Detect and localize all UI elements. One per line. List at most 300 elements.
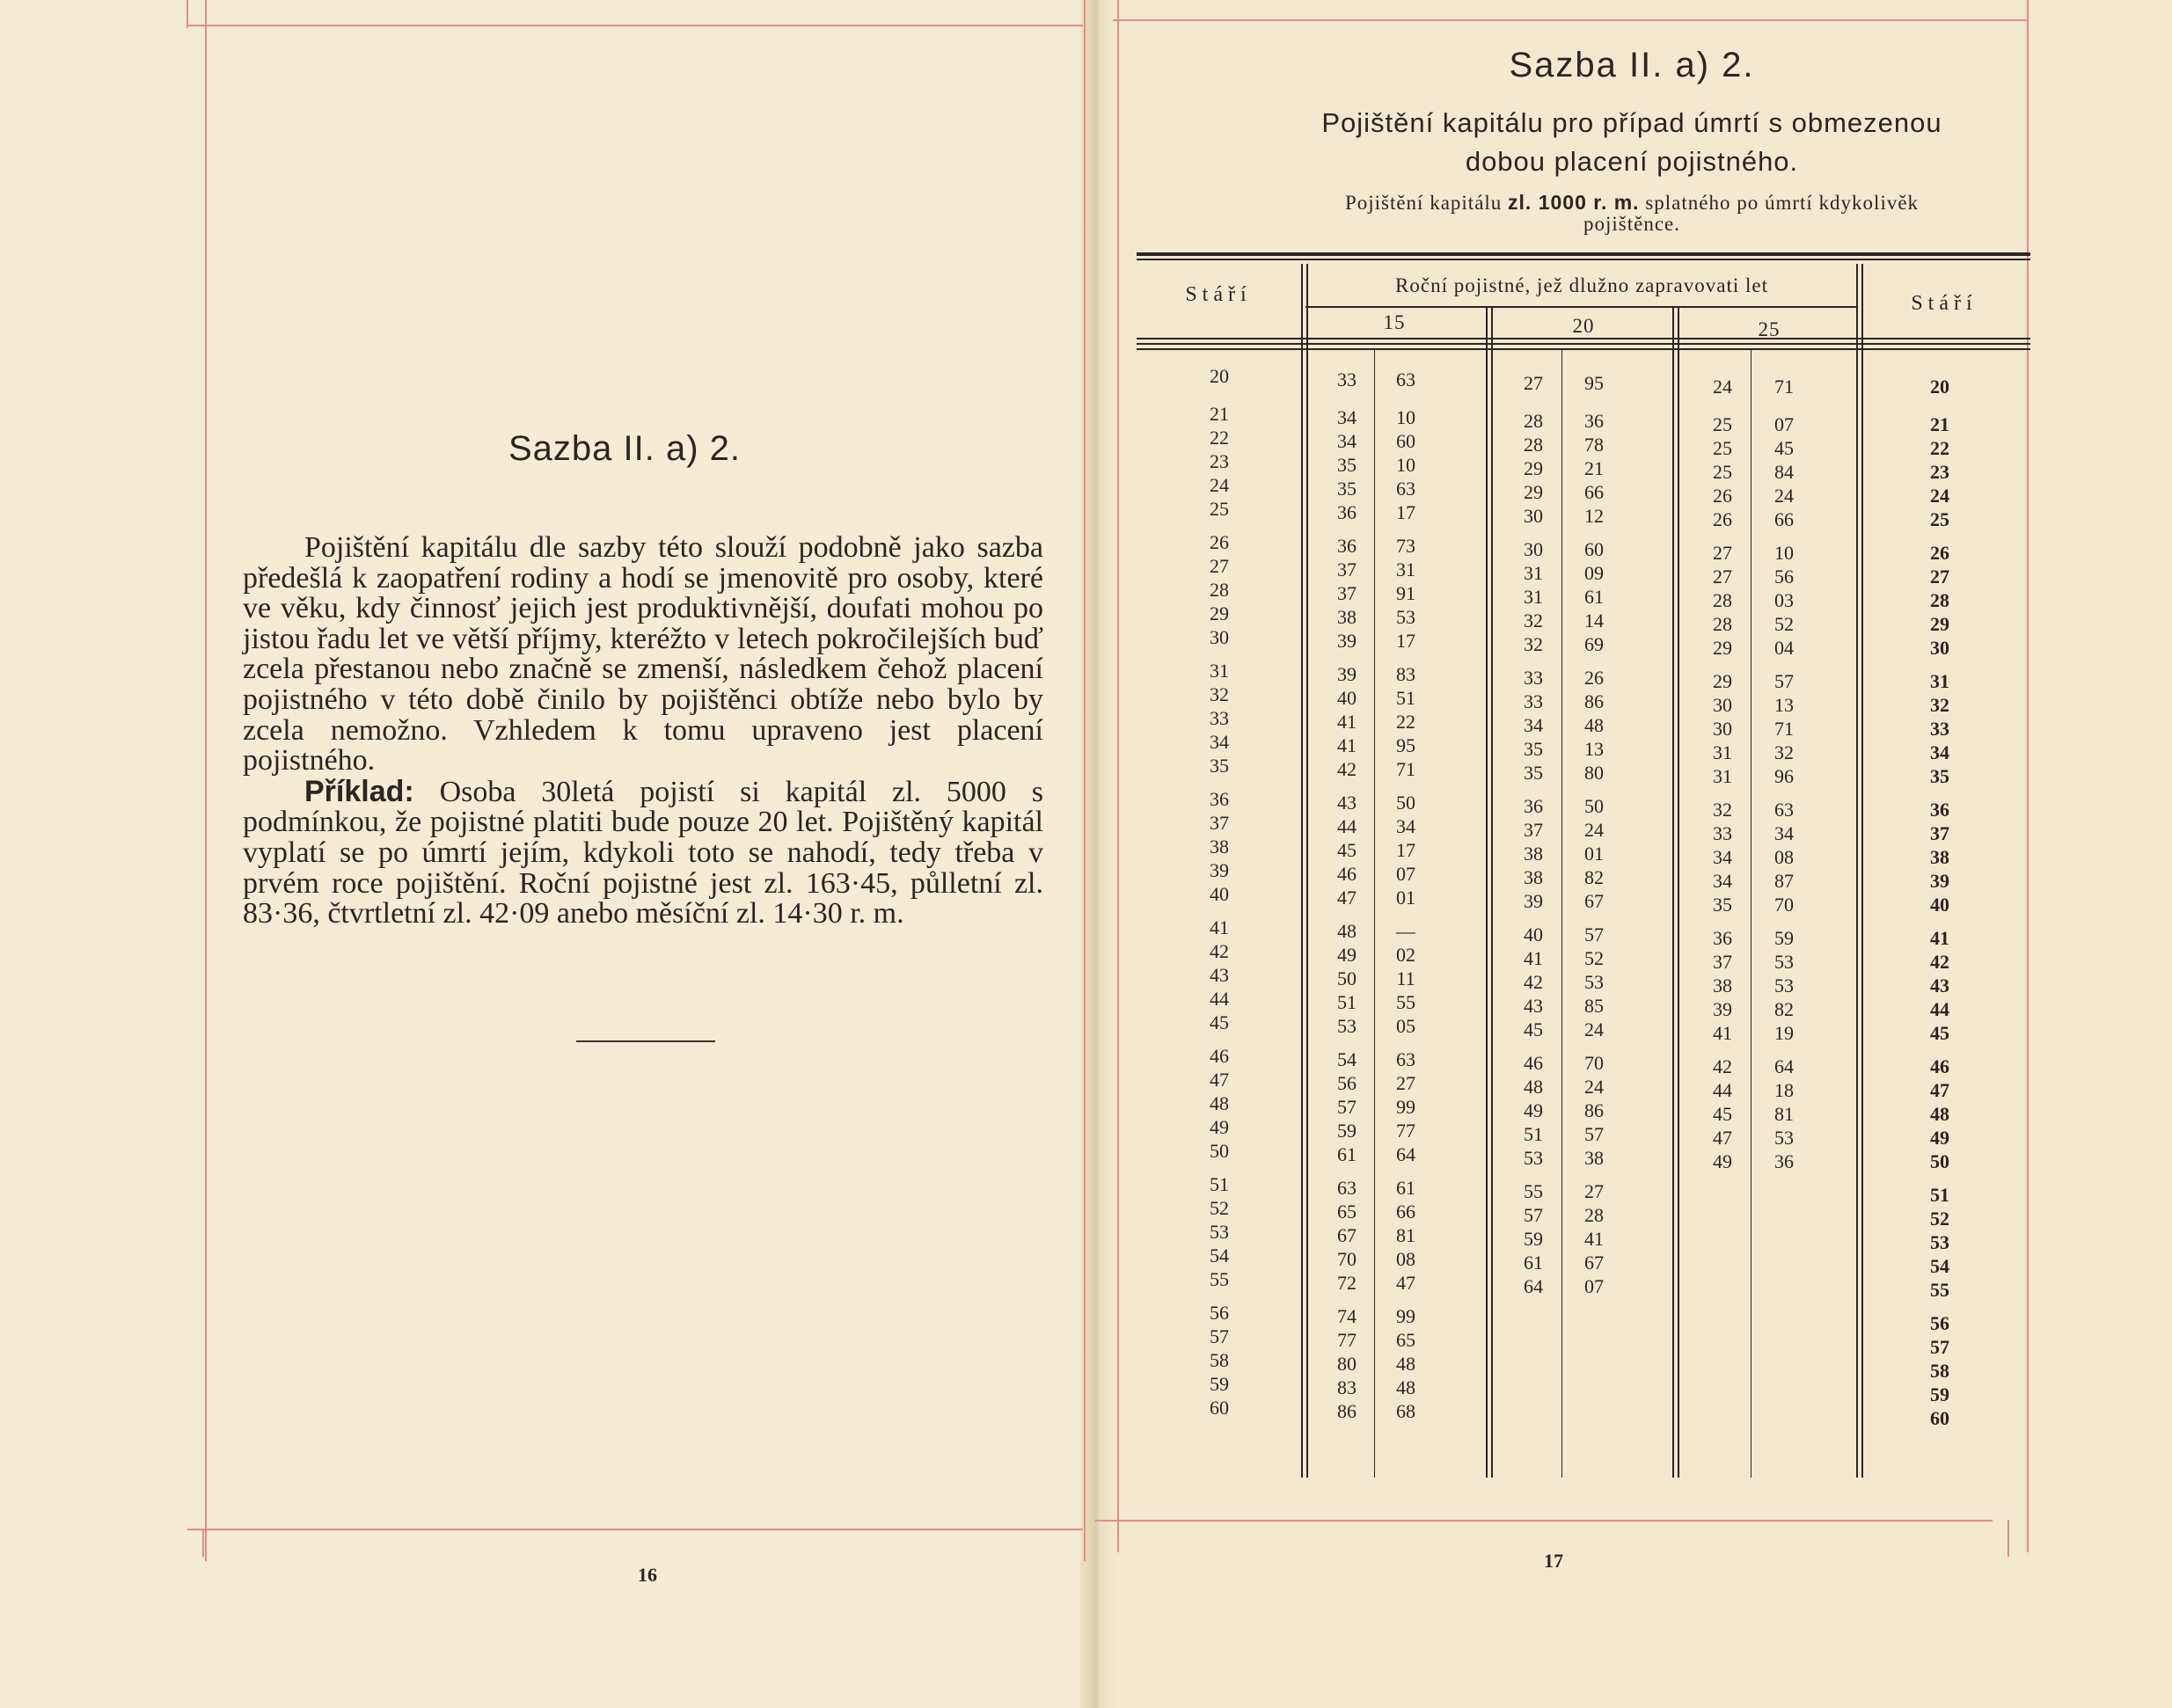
p15-kr-cell: 64 (1396, 1143, 1415, 1165)
p20-zl-cell: 32 (1524, 609, 1543, 631)
p25-kr-cell: 04 (1774, 637, 1794, 659)
p25-kr-cell: 87 (1774, 870, 1794, 892)
p20-zl-cell: 28 (1524, 410, 1543, 432)
p20-kr-cell: 50 (1584, 795, 1604, 817)
p20-kr-cell: 57 (1584, 1123, 1604, 1145)
p15-zl-cell: 34 (1337, 406, 1357, 428)
p15-zl-cell: 35 (1337, 454, 1357, 476)
row-spacer (1320, 1166, 1373, 1176)
p20-zl-cell: 49 (1524, 1099, 1543, 1121)
age-cell: 36 (1210, 788, 1229, 810)
row-spacer (1568, 1041, 1620, 1051)
p25-zl-cell: 28 (1713, 613, 1732, 635)
p15-zl-cell: 77 (1337, 1329, 1357, 1351)
age-cell: 23 (1210, 450, 1229, 472)
p20-kr-cell: 26 (1584, 667, 1604, 689)
right-frame-top (1113, 19, 2028, 21)
age-cell: 20 (1210, 365, 1229, 387)
age-right-cell: 36 (1930, 799, 1949, 821)
age-right-cell: 40 (1930, 894, 1949, 916)
p20-kr-cell: 95 (1584, 372, 1604, 394)
row-spacer (1320, 1295, 1373, 1304)
p15-kr-cell: 99 (1396, 1305, 1415, 1327)
p25-kr-cell: 53 (1774, 1127, 1794, 1149)
age-right-cell: 29 (1930, 613, 1949, 635)
desc-pre: Pojištění kapitálu (1344, 192, 1503, 214)
left-frame-bottom (187, 1529, 1083, 1530)
age-cell: 30 (1210, 626, 1229, 648)
period-25: 25 (1758, 318, 1781, 340)
p20-zl-cell: 33 (1524, 667, 1543, 689)
p20-zl-cell: 48 (1524, 1076, 1543, 1098)
column-15-zl (1320, 368, 1373, 1423)
p20-kr-cell: 86 (1584, 1099, 1604, 1121)
age-right-cell: 26 (1930, 542, 1949, 564)
p20-kr-cell: 69 (1584, 633, 1604, 655)
age-cell: 48 (1210, 1092, 1229, 1114)
p15-kr-cell: 47 (1396, 1272, 1415, 1294)
p15-kr-cell: 34 (1396, 815, 1415, 837)
row-spacer (1568, 1170, 1620, 1179)
p20-kr-cell: 21 (1584, 457, 1604, 479)
age-cell: 29 (1210, 602, 1229, 624)
age-right-cell: 54 (1930, 1255, 1949, 1277)
age-right-cell: 49 (1930, 1127, 1949, 1149)
p15-kr-cell: 99 (1396, 1096, 1415, 1118)
row-spacer (1696, 531, 1749, 541)
p25-zl-cell: 35 (1713, 894, 1732, 916)
table-vline-6 (1678, 308, 1679, 1478)
p25-kr-cell: 71 (1774, 718, 1794, 740)
age-cell: 39 (1210, 859, 1229, 881)
age-cell: 53 (1210, 1221, 1229, 1243)
p25-zl-cell: 45 (1713, 1103, 1732, 1125)
p25-zl-cell: 37 (1713, 951, 1732, 973)
age-cell: 37 (1210, 812, 1229, 834)
right-tick-bottom (2007, 1520, 2009, 1557)
p20-zl-cell: 38 (1524, 866, 1543, 888)
p15-kr-cell: 73 (1396, 535, 1415, 557)
row-spacer (1184, 777, 1254, 787)
age-cell: 22 (1210, 427, 1229, 449)
p25-kr-cell: 36 (1774, 1150, 1794, 1172)
p25-kr-cell: 66 (1774, 508, 1794, 530)
p15-zl-cell: 67 (1337, 1224, 1357, 1246)
right-subtitle-line1: Pojištění kapitálu pro případ úmrtí s obmezenou (1321, 107, 1942, 138)
row-spacer (1184, 388, 1254, 402)
p20-zl-cell: 59 (1524, 1228, 1543, 1250)
p25-kr-cell: 24 (1774, 485, 1794, 507)
age-cell: 28 (1210, 579, 1229, 601)
row-spacer (1379, 909, 1432, 919)
p25-zl-cell: 47 (1713, 1127, 1732, 1149)
p15-kr-cell: 77 (1396, 1120, 1415, 1142)
p25-zl-cell: 27 (1713, 566, 1732, 588)
age-right-cell: 51 (1930, 1184, 1949, 1206)
p25-kr-cell: 45 (1774, 437, 1794, 459)
p15-kr-cell: 63 (1396, 1048, 1415, 1070)
row-spacer (1905, 531, 1975, 541)
age-right-cell: 30 (1930, 637, 1949, 659)
p20-kr-cell: 86 (1584, 690, 1604, 712)
p15-zl-cell: 50 (1337, 967, 1357, 989)
age-cell: 27 (1210, 555, 1229, 577)
desc-amount: zl. 1000 r. m. (1508, 191, 1640, 214)
p15-zl-cell: 72 (1337, 1272, 1357, 1294)
p15-kr-cell: 50 (1396, 792, 1415, 814)
p25-kr-cell: 19 (1774, 1022, 1794, 1044)
desc-line2: pojištěnce. (1583, 213, 1680, 235)
age-cell: 47 (1210, 1069, 1229, 1091)
row-spacer (1379, 391, 1432, 405)
p25-kr-cell: 52 (1774, 613, 1794, 635)
age-right-cell: 39 (1930, 870, 1949, 892)
p15-kr-cell: 10 (1396, 406, 1415, 428)
table-vline-4 (1491, 308, 1493, 1478)
age-cell: 49 (1210, 1116, 1229, 1138)
age-right-cell: 38 (1930, 846, 1949, 868)
age-cell: 43 (1210, 964, 1229, 986)
p20-zl-cell: 30 (1524, 538, 1543, 560)
left-paragraph: Pojištění kapitálu dle sazby této slouží podobně jako sazba předešlá k zaopatření rodiny a hodí se jmenovitě pro osoby, které ve věku, kdy činnosť jejich jest produktivnější, doufati mohou po jistou řadu let ve větší příjmy, kteréžto v letech pokročilejších buď zcela přestanou nebo značně se zmenší, následkem čehož placení pojistného v této době činilo by pojištěnci obtíže nebo bylo by zcela nemožno. Vzhledem k tomu upraveno jest placení pojistného. (243, 531, 1043, 777)
row-spacer (1507, 785, 1560, 794)
p20-zl-cell: 38 (1524, 843, 1543, 865)
age-right-cell: 59 (1930, 1383, 1949, 1405)
p25-kr-cell: 10 (1774, 542, 1794, 564)
age-right-cell: 55 (1930, 1279, 1949, 1301)
age-cell: 45 (1210, 1011, 1229, 1033)
p25-zl-cell: 27 (1713, 542, 1732, 564)
p15-kr-cell: 48 (1396, 1376, 1415, 1398)
row-spacer (1320, 909, 1373, 919)
left-heading: Sazba II. a) 2. (508, 429, 742, 468)
age-right-cell: 47 (1930, 1079, 1949, 1101)
p25-kr-cell: 81 (1774, 1103, 1794, 1125)
p15-zl-cell: 61 (1337, 1143, 1357, 1165)
table-vline-5 (1672, 308, 1674, 1478)
p15-kr-cell: 17 (1396, 839, 1415, 861)
p15-zl-cell: 35 (1337, 478, 1357, 500)
p15-kr-cell: 10 (1396, 454, 1415, 476)
p15-kr-cell: 05 (1396, 1015, 1415, 1037)
row-spacer (1568, 395, 1620, 409)
p20-zl-cell: 57 (1524, 1204, 1543, 1226)
p15-zl-cell: 53 (1337, 1015, 1357, 1037)
age-right-cell: 43 (1930, 974, 1949, 996)
p25-zl-cell: 31 (1713, 741, 1732, 763)
row-spacer (1320, 781, 1373, 791)
p25-zl-cell: 25 (1713, 413, 1732, 435)
p15-zl-cell: 47 (1337, 887, 1357, 909)
p15-zl-cell: 36 (1337, 501, 1357, 523)
age-right-cell: 35 (1930, 765, 1949, 787)
header-bottom-rule (1137, 338, 2030, 339)
age-cell: 51 (1210, 1173, 1229, 1195)
p20-kr-cell: 07 (1584, 1275, 1604, 1297)
p20-kr-cell: 28 (1584, 1204, 1604, 1226)
p20-zl-cell: 37 (1524, 819, 1543, 841)
row-spacer (1758, 916, 1810, 926)
right-page-number: 17 (1544, 1550, 1563, 1572)
p20-kr-cell: 38 (1584, 1147, 1604, 1169)
p20-zl-cell: 34 (1524, 714, 1543, 736)
p20-kr-cell: 24 (1584, 1076, 1604, 1098)
p25-kr-cell: 13 (1774, 694, 1794, 716)
p25-kr-cell: 71 (1774, 376, 1794, 398)
header-bottom-rule-3 (1137, 348, 2030, 350)
p20-kr-cell: 61 (1584, 586, 1604, 608)
row-spacer (1758, 788, 1810, 798)
table-vline-8 (1861, 264, 1863, 1478)
table-vline-2 (1306, 264, 1308, 1478)
age-right-cell: 34 (1930, 741, 1949, 763)
p20-kr-cell: 41 (1584, 1228, 1604, 1250)
p25-kr-cell: 96 (1774, 765, 1794, 787)
column-25-zl (1696, 375, 1749, 1173)
p25-zl-cell: 34 (1713, 846, 1732, 868)
p20-kr-cell: 82 (1584, 866, 1604, 888)
p15-zl-cell: 45 (1337, 839, 1357, 861)
age-cell: 38 (1210, 836, 1229, 858)
age-cell: 54 (1210, 1245, 1229, 1266)
p20-zl-cell: 27 (1524, 372, 1543, 394)
right-subtitle-line2: dobou placení pojistného. (1465, 146, 1799, 177)
row-spacer (1758, 531, 1810, 541)
row-spacer (1905, 916, 1975, 926)
p25-kr-cell: 56 (1774, 566, 1794, 588)
age-cell: 41 (1210, 916, 1229, 938)
column-20-zl (1507, 371, 1560, 1298)
age-right-cell: 27 (1930, 566, 1949, 588)
p25-zl-cell: 29 (1713, 637, 1732, 659)
p25-zl-cell: 29 (1713, 670, 1732, 692)
age-cell: 42 (1210, 940, 1229, 962)
row-spacer (1320, 391, 1373, 405)
p25-zl-cell: 31 (1713, 765, 1732, 787)
age-cell: 40 (1210, 883, 1229, 905)
age-cell: 44 (1210, 988, 1229, 1010)
row-spacer (1568, 656, 1620, 666)
left-tick-bottom (202, 1530, 204, 1557)
p20-kr-cell: 01 (1584, 843, 1604, 865)
age-cell: 21 (1210, 403, 1229, 425)
p20-zl-cell: 64 (1524, 1275, 1543, 1297)
p15-zl-cell: 33 (1337, 369, 1357, 391)
age-right-cell: 32 (1930, 694, 1949, 716)
p15-kr-cell: 55 (1396, 991, 1415, 1013)
p15-kr-cell: 08 (1396, 1248, 1415, 1270)
column-25-kr (1758, 375, 1810, 1173)
left-end-rule (576, 1040, 715, 1042)
age-right-cell: 52 (1930, 1208, 1949, 1230)
p15-kr-cell: 22 (1396, 711, 1415, 733)
p25-kr-cell: 82 (1774, 998, 1794, 1020)
p15-kr-cell: 65 (1396, 1329, 1415, 1351)
age-cell: 50 (1210, 1140, 1229, 1162)
example-text: Osoba 30letá pojistí si kapitál zl. 5000 s podmínkou, že pojistné platiti bude pouze 20 let. Pojištěný kapitál vyplatí se po úmrtí jejím, kdykoli toto se nahodí, tedy třeba v prvém roce pojištění. Roční pojistné jest zl. 163·45, půlletní zl. 83·36, čtvrtletní zl. 42·09 anebo měsíční zl. 14·30 r. m. (243, 775, 1043, 931)
p15-kr-cell: 02 (1396, 944, 1415, 966)
age-right-cell: 24 (1930, 485, 1949, 507)
p20-zl-cell: 43 (1524, 995, 1543, 1017)
p25-kr-cell: 70 (1774, 894, 1794, 916)
p25-zl-cell: 28 (1713, 589, 1732, 611)
left-frame-left (205, 0, 207, 1561)
p15-zl-cell: 39 (1337, 630, 1357, 652)
row-spacer (1758, 398, 1810, 412)
row-spacer (1696, 398, 1749, 412)
p15-kr-cell: 81 (1396, 1224, 1415, 1246)
row-spacer (1507, 528, 1560, 537)
p25-kr-cell: 84 (1774, 461, 1794, 483)
p15-zl-cell: 65 (1337, 1201, 1357, 1223)
row-spacer (1379, 524, 1432, 534)
p25-zl-cell: 36 (1713, 927, 1732, 949)
age-right-cell: 28 (1930, 589, 1949, 611)
age-header-right: Stáří (1911, 292, 1978, 315)
row-spacer (1379, 1166, 1432, 1176)
p20-zl-cell: 33 (1524, 690, 1543, 712)
p15-zl-cell: 40 (1337, 687, 1357, 709)
p20-kr-cell: 60 (1584, 538, 1604, 560)
p15-zl-cell: 74 (1337, 1305, 1357, 1327)
p15-zl-cell: 70 (1337, 1248, 1357, 1270)
row-spacer (1379, 653, 1432, 662)
age-right-cell: 45 (1930, 1022, 1949, 1044)
p20-zl-cell: 53 (1524, 1147, 1543, 1169)
p20-kr-cell: 24 (1584, 819, 1604, 841)
table-top-rule-2 (1137, 259, 2030, 260)
p25-zl-cell: 44 (1713, 1079, 1732, 1101)
p25-zl-cell: 42 (1713, 1055, 1732, 1077)
age-cell: 58 (1210, 1349, 1229, 1371)
row-spacer (1184, 1163, 1254, 1172)
p15-zl-cell: 48 (1337, 920, 1357, 942)
row-spacer (1320, 653, 1373, 662)
p25-zl-cell: 26 (1713, 485, 1732, 507)
p15-kr-cell: 91 (1396, 582, 1415, 604)
p15-zl-cell: 42 (1337, 758, 1357, 780)
p25-zl-cell: 34 (1713, 870, 1732, 892)
p20-kr-cell: 85 (1584, 995, 1604, 1017)
p20-zl-cell: 28 (1524, 434, 1543, 456)
p15-zl-cell: 37 (1337, 582, 1357, 604)
left-page-number: 16 (638, 1564, 657, 1586)
age-cell: 31 (1210, 660, 1229, 682)
row-spacer (1184, 1291, 1254, 1301)
p15-zl-cell: 59 (1337, 1120, 1357, 1142)
right-title: Sazba II. a) 2. (1509, 46, 1755, 84)
p20-kr-cell: 13 (1584, 738, 1604, 760)
age-right-cell: 60 (1930, 1407, 1949, 1429)
p20-kr-cell: 70 (1584, 1052, 1604, 1074)
example-label: Příklad: (304, 774, 414, 808)
p20-zl-cell: 55 (1524, 1180, 1543, 1202)
header-bottom-rule-2 (1137, 343, 2030, 345)
table-vline-1 (1301, 264, 1303, 1478)
row-spacer (1905, 660, 1975, 669)
p15-zl-cell: 80 (1337, 1353, 1357, 1375)
row-spacer (1758, 660, 1810, 669)
row-spacer (1758, 1045, 1810, 1055)
right-frame-bottom (1095, 1520, 1993, 1522)
age-right-cell: 22 (1930, 437, 1949, 459)
p25-kr-cell: 57 (1774, 670, 1794, 692)
p25-kr-cell: 07 (1774, 413, 1794, 435)
p20-zl-cell: 31 (1524, 562, 1543, 584)
age-cell: 32 (1210, 683, 1229, 705)
p15-kr-cell: — (1396, 920, 1415, 942)
divider-15 (1374, 350, 1375, 1478)
p20-kr-cell: 66 (1584, 481, 1604, 503)
p20-kr-cell: 14 (1584, 609, 1604, 631)
p25-kr-cell: 63 (1774, 799, 1794, 821)
p20-kr-cell: 53 (1584, 971, 1604, 993)
p20-kr-cell: 67 (1584, 890, 1604, 912)
p15-zl-cell: 46 (1337, 863, 1357, 885)
p15-kr-cell: 61 (1396, 1177, 1415, 1199)
p25-zl-cell: 49 (1713, 1150, 1732, 1172)
row-spacer (1379, 1038, 1432, 1047)
left-frame-right (1084, 0, 1086, 1561)
age-cell: 52 (1210, 1197, 1229, 1219)
p25-zl-cell: 38 (1713, 974, 1732, 996)
age-column-left (1184, 364, 1254, 1420)
age-right-cell: 53 (1930, 1231, 1949, 1253)
p20-kr-cell: 36 (1584, 410, 1604, 432)
row-spacer (1184, 521, 1254, 530)
p15-kr-cell: 83 (1396, 663, 1415, 685)
p15-zl-cell: 34 (1337, 430, 1357, 452)
p20-kr-cell: 80 (1584, 762, 1604, 784)
p15-zl-cell: 57 (1337, 1096, 1357, 1118)
row-spacer (1320, 1038, 1373, 1047)
p15-zl-cell: 43 (1337, 792, 1357, 814)
p15-zl-cell: 56 (1337, 1072, 1357, 1094)
row-spacer (1507, 395, 1560, 409)
age-header-left: Stáří (1185, 283, 1252, 306)
age-right-cell: 31 (1930, 670, 1949, 692)
row-spacer (1507, 1170, 1560, 1179)
p15-kr-cell: 11 (1396, 967, 1415, 989)
age-right-cell: 20 (1930, 376, 1949, 398)
p25-kr-cell: 08 (1774, 846, 1794, 868)
p15-kr-cell: 63 (1396, 478, 1415, 500)
row-spacer (1696, 1045, 1749, 1055)
p20-zl-cell: 36 (1524, 795, 1543, 817)
row-spacer (1568, 528, 1620, 537)
age-right-cell: 21 (1930, 413, 1949, 435)
age-cell: 46 (1210, 1045, 1229, 1067)
p25-kr-cell: 32 (1774, 741, 1794, 763)
divider-20 (1561, 350, 1562, 1478)
p20-kr-cell: 57 (1584, 923, 1604, 945)
p15-zl-cell: 63 (1337, 1177, 1357, 1199)
p20-zl-cell: 51 (1524, 1123, 1543, 1145)
age-right-cell: 41 (1930, 927, 1949, 949)
row-spacer (1905, 398, 1975, 412)
row-spacer (1184, 906, 1254, 916)
p25-zl-cell: 30 (1713, 694, 1732, 716)
p15-zl-cell: 41 (1337, 711, 1357, 733)
age-right-cell: 23 (1930, 461, 1949, 483)
p25-zl-cell: 25 (1713, 437, 1732, 459)
p15-zl-cell: 39 (1337, 663, 1357, 685)
age-column-right (1905, 375, 1975, 1430)
p20-zl-cell: 30 (1524, 505, 1543, 527)
row-spacer (1905, 1045, 1975, 1055)
p20-zl-cell: 32 (1524, 633, 1543, 655)
right-description (1170, 192, 2094, 235)
